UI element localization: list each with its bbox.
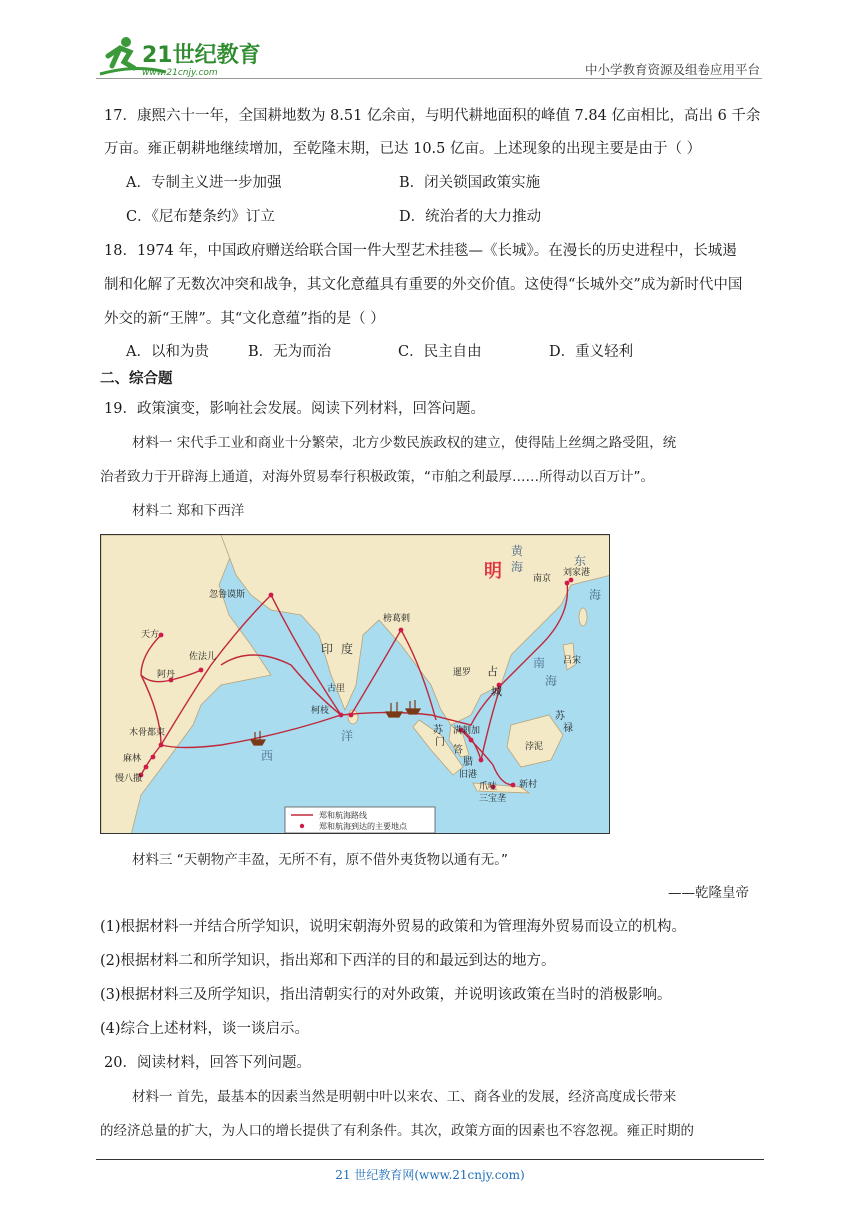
map-label-guli: 古里 — [327, 684, 346, 694]
q19-sub4: (4)综合上述材料，谈一谈启示。 — [100, 1021, 310, 1037]
map-label-hai3: 海 — [545, 674, 558, 688]
q19-stem: 19．政策演变，影响社会发展。阅读下列材料，回答问题。 — [104, 401, 485, 417]
map-label-boni: 浡泥 — [525, 742, 544, 752]
map-label-kezhi: 柯枝 — [311, 706, 330, 716]
map-label-dong: 东 — [574, 554, 587, 568]
map-label-zhan: 占 — [487, 665, 498, 678]
map-legend — [285, 807, 435, 833]
map-label-cheng: 城 — [491, 685, 502, 698]
q20-material1-line2: 的经济总量的扩大，为人口的增长提供了有利条件。其次，政策方面的因素也不容忽视。雍正时期的 — [100, 1123, 694, 1139]
map-label-yang: 洋 — [341, 729, 354, 743]
q19-sub3: (3)根据材料三及所学知识，指出清朝实行的对外政策，并说明该政策在当时的消极影响。 — [100, 987, 672, 1003]
q18-line1: 18．1974 年，中国政府赠送给联合国一件大型艺术挂毯—《长城》。在漫长的历史进程中，长城遏 — [104, 243, 737, 259]
platform-name: 中小学教育资源及组卷应用平台 — [584, 62, 760, 77]
map-label-mugudushu: 木骨都束 — [129, 728, 166, 738]
logo-url: www.21cnjy.com — [142, 68, 218, 78]
map-label-men: 门 — [435, 737, 445, 748]
q18-option-c[interactable]: C．民主自由 — [398, 344, 482, 360]
q18-option-a[interactable]: A．以和为贵 — [126, 344, 209, 360]
q19-material1-line1: 材料一 宋代手工业和商业十分繁荣，北方少数民族政权的建立，使得陆上丝绸之路受阻，统 — [132, 435, 677, 451]
q17-option-d[interactable]: D．统治者的大力推动 — [399, 209, 542, 225]
q19-material1-line2: 治者致力于开辟海上通道，对海外贸易奉行积极政策，“市舶之利最厚……所得动以百万计”。 — [100, 469, 654, 485]
legend-route: 郑和航海路线 — [319, 811, 367, 820]
q20-material1-line1: 材料一 首先，最基本的因素当然是明朝中叶以来农、工、商各业的发展，经济高度成长带来 — [132, 1089, 677, 1105]
map-label-xincun: 新村 — [519, 780, 538, 790]
map-label-ming: 明 — [484, 561, 502, 582]
map-label-su: 苏 — [555, 711, 565, 722]
q17-option-a[interactable]: A．专制主义进一步加强 — [126, 175, 282, 191]
taiwan-land — [579, 608, 587, 626]
map-label-su2: 苏 — [433, 725, 443, 736]
map-label-nanjing: 南京 — [533, 574, 552, 584]
map-label-hulumosi: 忽鲁谟斯 — [209, 590, 246, 600]
q17-option-c[interactable]: C．《尼布楚条约》订立 — [126, 209, 275, 225]
zheng-he-voyage-map — [100, 534, 610, 834]
q19-material3: 材料三 “天朝物产丰盈，无所不有，原不借外夷货物以通有无。” — [132, 852, 509, 868]
map-label-banggela: 榜葛剌 — [383, 614, 411, 624]
q17-line1: 17．康熙六十一年，全国耕地数为 8.51 亿余亩，与明代耕地面积的峰值 7.84 亿亩相比，高出 6 千余 — [104, 108, 761, 124]
map-label-da: 答 — [453, 745, 463, 756]
q19-attribution: ——乾隆皇帝 — [668, 885, 749, 901]
map-label-jiugang: 旧港 — [459, 770, 478, 780]
map-label-sanbaolong: 三宝垄 — [479, 794, 507, 804]
q18-option-b[interactable]: B．无为而治 — [248, 344, 332, 360]
map-label-nan: 南 — [533, 656, 546, 670]
runner-logo-icon — [96, 34, 296, 78]
map-label-hai2: 海 — [589, 588, 602, 602]
map-label-tianfang: 天方 — [141, 630, 160, 640]
map-label-huang: 黄 — [511, 544, 524, 558]
map-label-manlajia: 满剌加 — [453, 726, 481, 736]
map-label-zuofaer: 佐法儿 — [189, 652, 217, 662]
map-label-xianluo: 暹罗 — [453, 668, 472, 678]
page-header — [96, 34, 762, 80]
map-label-hai1: 海 — [511, 560, 524, 574]
map-label-la: 腊 — [463, 757, 473, 768]
map-label-lu: 禄 — [563, 723, 573, 734]
legend-place: 郑和航海到达的主要地点 — [319, 822, 407, 831]
q19-sub1: (1)根据材料一并结合所学知识，说明宋朝海外贸易的政策和为管理海外贸易而设立的机构。 — [100, 919, 687, 935]
map-label-liujiagang: 刘家港 — [563, 568, 591, 578]
q19-material2-label: 材料二 郑和下西洋 — [132, 503, 245, 519]
map-label-yin: 印 — [321, 642, 334, 656]
q17-option-b[interactable]: B．闭关锁国政策实施 — [399, 175, 541, 191]
map-label-manbasa: 慢八撒 — [115, 774, 143, 784]
q18-line3: 外交的新“王牌”。其“文化意蕴”指的是（ ） — [104, 311, 385, 327]
header-divider — [96, 78, 762, 79]
logo-text: 21世纪教育 — [142, 43, 261, 68]
q18-option-d[interactable]: D．重义轻利 — [549, 344, 634, 360]
site-logo — [96, 34, 296, 78]
map-label-malin: 麻林 — [123, 754, 142, 764]
map-label-xi: 西 — [261, 749, 274, 763]
q20-stem: 20．阅读材料，回答下列问题。 — [104, 1055, 311, 1071]
map-label-lvsong: 吕宋 — [563, 656, 582, 666]
map-label-du: 度 — [341, 642, 354, 656]
q17-line2: 万亩。雍正朝耕地继续增加，至乾隆末期，已达 10.5 亿亩。上述现象的出现主要是由于（ ） — [104, 141, 702, 157]
map-label-adan: 阿丹 — [157, 670, 176, 680]
map-label-zhuawa: 爪哇 — [479, 782, 498, 792]
footer-divider — [96, 1159, 764, 1160]
footer-text[interactable]: 21 世纪教育网(www.21cnjy.com) — [335, 1168, 525, 1182]
q18-line2: 制和化解了无数次冲突和战争，其文化意蕴具有重要的外交价值。这使得“长城外交”成为新时代中国 — [104, 277, 743, 293]
section-title: 二、综合题 — [100, 371, 173, 387]
q19-sub2: (2)根据材料二和所学知识，指出郑和下西洋的目的和最远到达的地方。 — [100, 953, 556, 969]
